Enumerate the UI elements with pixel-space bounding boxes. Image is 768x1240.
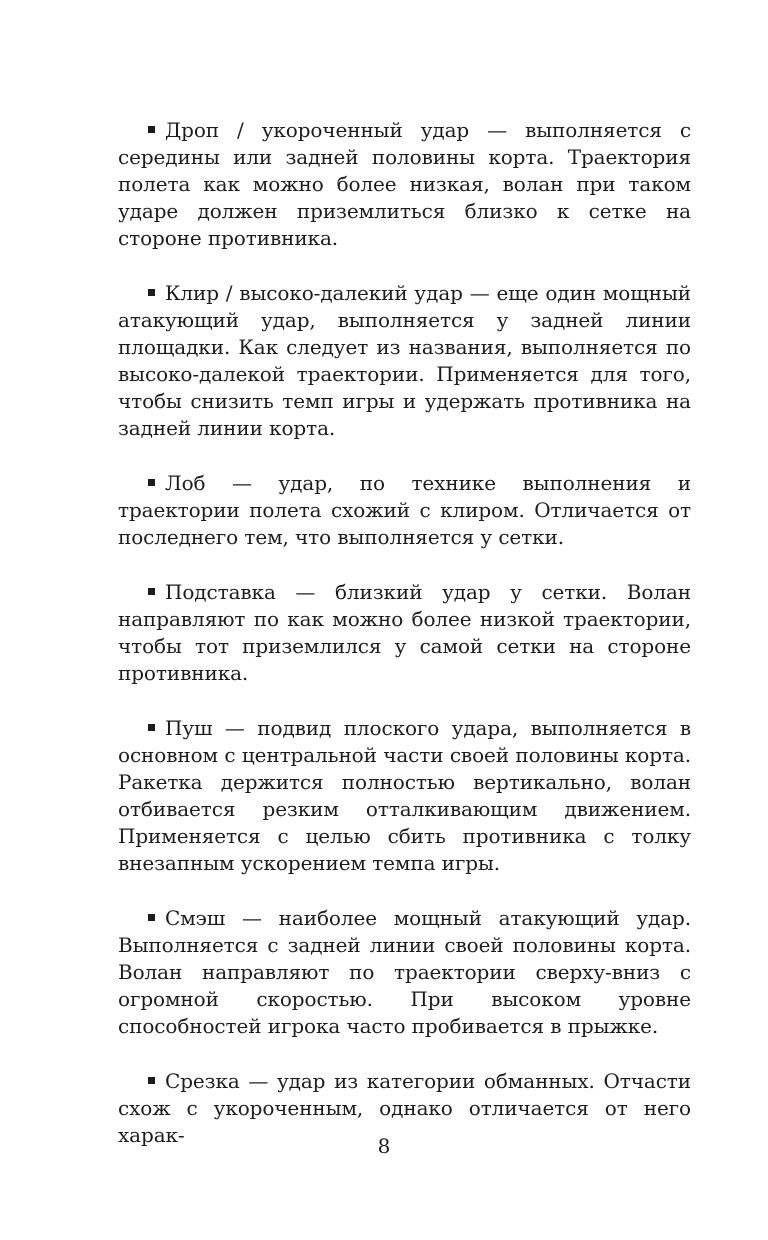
- paragraph-lob: [118, 470, 691, 551]
- paragraph-smash: [118, 905, 691, 1040]
- paragraph-push: [118, 715, 691, 877]
- paragraph-text: Дроп / укороченный удар — выполняется с середины или задней половины корта. Траектория полета как можно более низкая, волан при таком ударе должен приземлиться близко к сетке на стороне противника.: [118, 118, 691, 250]
- paragraph-text: Подставка — близкий удар у сетки. Волан направляют по как можно более низкой траектории, чтобы тот приземлился у самой сетки на стороне противника.: [118, 580, 691, 685]
- paragraph-net-shot: [118, 579, 691, 687]
- bullet-square-icon: [148, 479, 155, 486]
- paragraph-text: Лоб — удар, по технике выполнения и траектории полета схожий с клиром. Отличается от последнего тем, что выполняется у сетки.: [118, 471, 691, 549]
- bullet-square-icon: [148, 588, 155, 595]
- paragraph-drop: [118, 117, 691, 252]
- paragraph-text: Клир / высоко-далекий удар — еще один мощный атакующий удар, выполняется у задней линии площадки. Как следует из названия, выполняется по высоко-далекой траектории. Применяется для того, чтобы снизить темп игры и удержать противника на задней линии корта.: [118, 281, 691, 440]
- bullet-square-icon: [148, 914, 155, 921]
- text-block: [118, 117, 691, 1177]
- page-number: 8: [377, 1134, 391, 1158]
- paragraph-clear: [118, 280, 691, 442]
- bullet-square-icon: [148, 1077, 155, 1084]
- paragraph-text: Смэш — наиболее мощный атакующий удар. Выполняется с задней линии своей половины корта. Волан направляют по траектории сверху-вниз с огромной скоростью. При высоком уровне способностей игрока часто пробивается в прыжке.: [118, 906, 691, 1038]
- bullet-square-icon: [148, 724, 155, 731]
- bullet-square-icon: [148, 289, 155, 296]
- bullet-square-icon: [148, 126, 155, 133]
- paragraph-text: Срезка — удар из категории обманных. Отчасти схож с укороченным, однако отличается от него харак-: [118, 1069, 691, 1147]
- paragraph-text: Пуш — подвид плоского удара, выполняется в основном с центральной части своей половины корта. Ракетка держится полностью вертикально, волан отбивается резким отталкивающим движением. Применяется с целью сбить противника с толку внезапным ускорением темпа игры.: [118, 716, 691, 875]
